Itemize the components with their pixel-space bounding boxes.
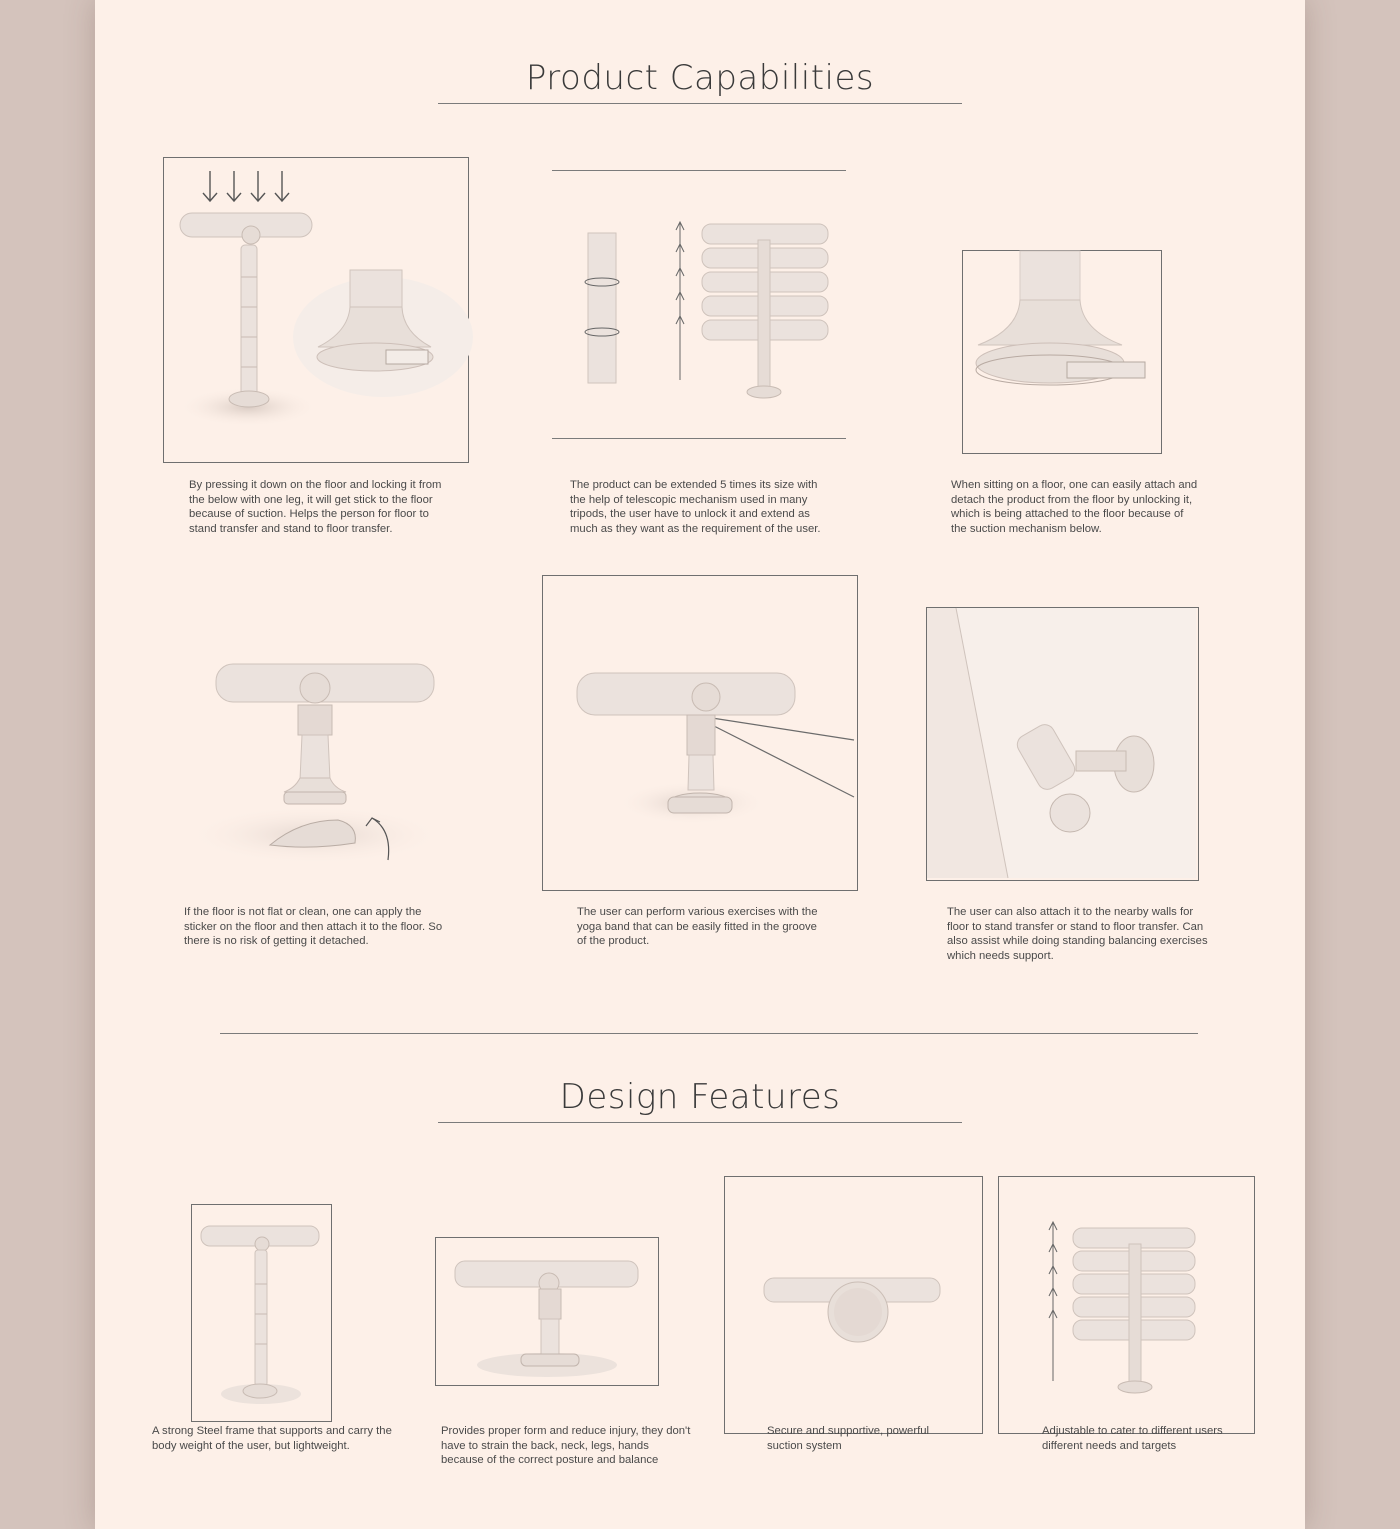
- capability-5-caption: The user can perform various exercises with the yoga band that can be easily fitted in the groove of the product.: [577, 906, 818, 948]
- capability-1-caption: By pressing it down on the floor and locking it from the below with one leg, it will get stick to the floor because of suction. Helps the person for floor to stand transfer and stand to floor transfer.: [189, 479, 442, 535]
- capability-4-caption: If the floor is not flat or clean, one can apply the sticker on the floor and then attach it to the floor. So there is no risk of getting it detached.: [184, 906, 443, 948]
- feature-4-illustration: [998, 1176, 1253, 1432]
- up-arrows-icon: [1049, 1222, 1057, 1381]
- capability-3-illustration: [962, 250, 1160, 452]
- feature-3-illustration: [724, 1176, 981, 1432]
- capability-4-illustration: [180, 650, 450, 865]
- capabilities-title-underline: [438, 103, 962, 104]
- features-title: Design Features: [559, 1077, 841, 1117]
- capability-6-illustration: [926, 607, 1197, 879]
- feature-1-illustration: [191, 1204, 330, 1420]
- capability-1-illustration: [163, 157, 467, 461]
- feature-4-caption: Adjustable to cater to different users different needs and targets: [1042, 1425, 1223, 1452]
- capability-6-caption: The user can also attach it to the nearby walls for floor to stand transfer or stand to floor transfer. Can also assist while doing standing balancing exercises which needs support.: [947, 906, 1208, 962]
- capability-2-caption: The product can be extended 5 times its size with the help of telescopic mechanism used in many tripods, the user have to unlock it and extend as much as they want as the requirement of the user.: [570, 479, 821, 535]
- down-arrows-icon: [203, 171, 289, 201]
- feature-3-caption: Secure and supportive, powerful suction system: [767, 1425, 930, 1452]
- section-divider: [220, 1033, 1198, 1034]
- capability-3-caption: When sitting on a floor, one can easily attach and detach the product from the floor by unlocking it, which is being attached to the floor because of the suction mechanism below.: [951, 479, 1198, 535]
- capability-2-illustration: [552, 170, 846, 438]
- features-title-underline: [438, 1122, 962, 1123]
- capability-2-bottom-rule: [552, 438, 846, 439]
- feature-1-caption: A strong Steel frame that supports and carry the body weight of the user, but lightweight.: [152, 1425, 392, 1452]
- capabilities-title: Product Capabilities: [525, 58, 875, 98]
- capability-5-illustration: [542, 575, 856, 889]
- feature-2-caption: Provides proper form and reduce injury, they don't have to strain the back, neck, legs, hands because of the correct posture and balance: [441, 1425, 691, 1467]
- feature-2-illustration: [435, 1237, 657, 1384]
- up-arrows-icon: [676, 222, 684, 380]
